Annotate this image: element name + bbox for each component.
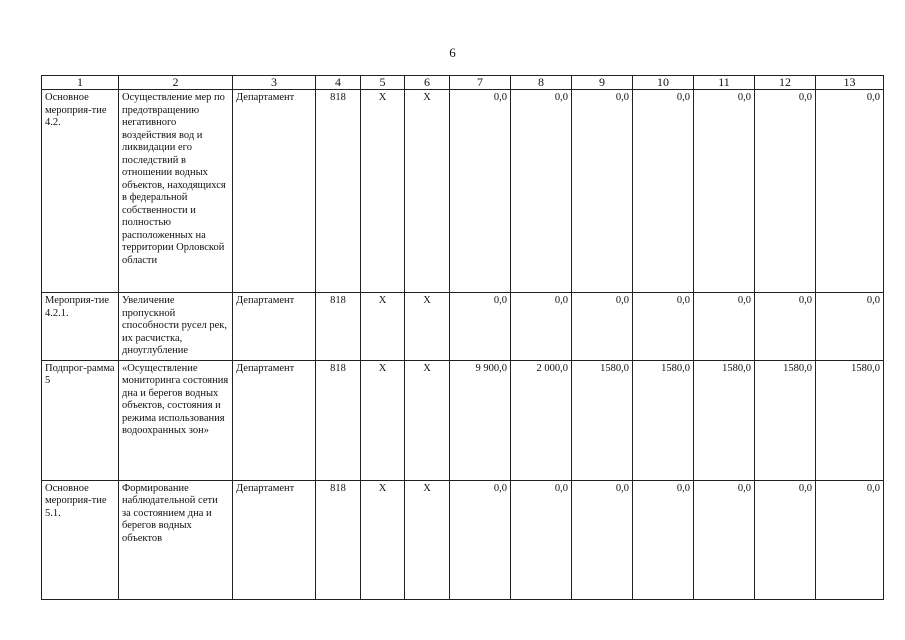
table-row [42, 90, 884, 293]
value-cell: 0,0 [755, 293, 816, 361]
measure-description: Формирование наблюдательной сети за состоянием дна и берегов водных объектов [119, 480, 233, 599]
measure-name: Мероприя-тие 4.2.1. [42, 293, 119, 361]
column-header: 7 [450, 76, 511, 90]
measure-description: Осуществление мер по предотвращению негативного воздействия вод и ликвидации его последствий в отношении водных объектов, находящихся в федеральной собственности и полностью расположенных на территории Орловской области [119, 90, 233, 293]
value-cell: 0,0 [511, 90, 572, 293]
value-cell: 1580,0 [572, 360, 633, 480]
table-row [42, 293, 884, 361]
value-cell: 0,0 [511, 293, 572, 361]
value-cell: 0,0 [572, 90, 633, 293]
measure-description: «Осуществление мониторинга состояния дна и берегов водных объектов, состояния и режима использования водоохранных зон» [119, 360, 233, 480]
column-header: 6 [405, 76, 450, 90]
department-cell: Департамент [233, 90, 316, 293]
value-cell: 0,0 [450, 90, 511, 293]
column-header: 1 [42, 76, 119, 90]
value-cell: 0,0 [572, 480, 633, 599]
value-cell: 0,0 [694, 90, 755, 293]
col6-cell: Х [405, 360, 450, 480]
column-header: 8 [511, 76, 572, 90]
code-cell: 818 [316, 90, 361, 293]
column-header: 9 [572, 76, 633, 90]
value-cell: 1580,0 [755, 360, 816, 480]
code-cell: 818 [316, 480, 361, 599]
value-cell: 0,0 [694, 480, 755, 599]
value-cell: 0,0 [450, 293, 511, 361]
col5-cell: Х [361, 360, 405, 480]
value-cell: 2 000,0 [511, 360, 572, 480]
value-cell: 1580,0 [816, 360, 884, 480]
column-header: 10 [633, 76, 694, 90]
measure-name: Основное мероприя-тие 4.2. [42, 90, 119, 293]
value-cell: 0,0 [816, 480, 884, 599]
department-cell: Департамент [233, 293, 316, 361]
value-cell: 0,0 [755, 90, 816, 293]
table-row [42, 480, 884, 599]
col5-cell: Х [361, 90, 405, 293]
column-header: 3 [233, 76, 316, 90]
value-cell: 0,0 [511, 480, 572, 599]
col6-cell: Х [405, 90, 450, 293]
measure-name: Основное мероприя-тие 5.1. [42, 480, 119, 599]
header-row [42, 76, 884, 90]
code-cell: 818 [316, 360, 361, 480]
measure-description: Увеличение пропускной способности русел рек, их расчистка, дноуглубление [119, 293, 233, 361]
col6-cell: Х [405, 480, 450, 599]
measure-name: Подпрог-рамма 5 [42, 360, 119, 480]
value-cell: 0,0 [694, 293, 755, 361]
column-header: 5 [361, 76, 405, 90]
col5-cell: Х [361, 293, 405, 361]
value-cell: 0,0 [572, 293, 633, 361]
budget-table [41, 75, 884, 600]
page-number: 6 [449, 45, 456, 60]
value-cell: 9 900,0 [450, 360, 511, 480]
column-header: 4 [316, 76, 361, 90]
value-cell: 0,0 [633, 480, 694, 599]
department-cell: Департамент [233, 360, 316, 480]
value-cell: 0,0 [633, 90, 694, 293]
value-cell: 0,0 [633, 293, 694, 361]
department-cell: Департамент [233, 480, 316, 599]
value-cell: 0,0 [755, 480, 816, 599]
value-cell: 0,0 [450, 480, 511, 599]
column-header: 11 [694, 76, 755, 90]
col6-cell: Х [405, 293, 450, 361]
value-cell: 0,0 [816, 293, 884, 361]
value-cell: 0,0 [816, 90, 884, 293]
value-cell: 1580,0 [633, 360, 694, 480]
column-header: 12 [755, 76, 816, 90]
table-row [42, 360, 884, 480]
column-header: 2 [119, 76, 233, 90]
col5-cell: Х [361, 480, 405, 599]
column-header: 13 [816, 76, 884, 90]
code-cell: 818 [316, 293, 361, 361]
value-cell: 1580,0 [694, 360, 755, 480]
